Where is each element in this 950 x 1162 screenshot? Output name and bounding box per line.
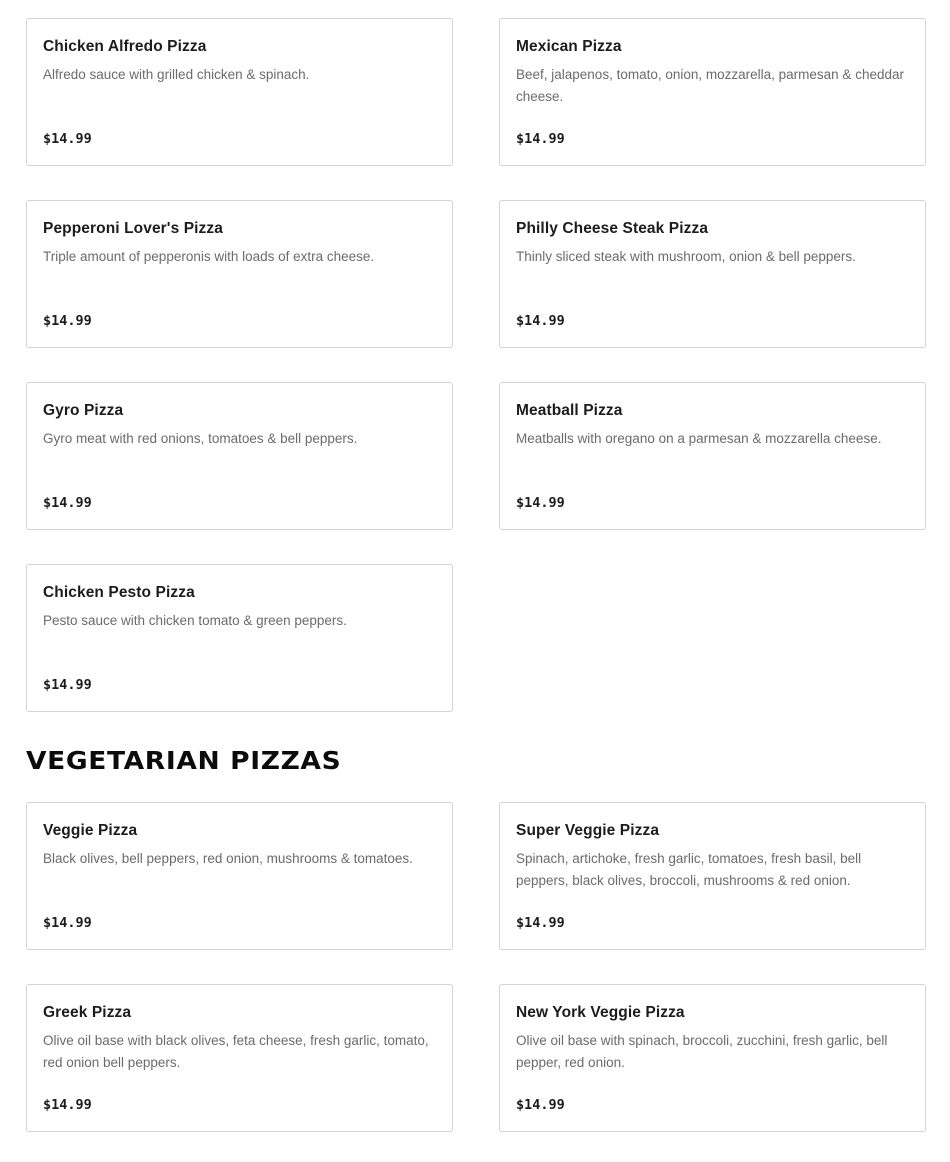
menu-item-price: $14.99 xyxy=(43,131,92,147)
menu-item-card[interactable] xyxy=(499,984,926,1132)
menu-item-card[interactable] xyxy=(499,382,926,530)
menu-item-name: New York Veggie Pizza xyxy=(516,1004,685,1021)
menu-item-price: $14.99 xyxy=(43,313,92,329)
menu-item-name: Super Veggie Pizza xyxy=(516,822,660,839)
menu-item-description: Alfredo sauce with grilled chicken & spinach. xyxy=(43,67,310,82)
menu-item-name: Philly Cheese Steak Pizza xyxy=(516,220,709,237)
menu-item-price: $14.99 xyxy=(516,131,565,147)
menu-item-description: Black olives, bell peppers, red onion, mushrooms & tomatoes. xyxy=(43,851,413,866)
menu-item-name: Mexican Pizza xyxy=(516,38,622,55)
menu-item-card[interactable] xyxy=(26,564,453,712)
menu-item-description: Meatballs with oregano on a parmesan & mozzarella cheese. xyxy=(516,431,882,446)
menu-item-description: Triple amount of pepperonis with loads of extra cheese. xyxy=(43,249,375,264)
menu-item-name: Greek Pizza xyxy=(43,1004,132,1021)
menu-item-price: $14.99 xyxy=(516,915,565,931)
menu-item-card[interactable] xyxy=(26,984,453,1132)
menu-item-card[interactable] xyxy=(26,802,453,950)
menu-item-price: $14.99 xyxy=(43,915,92,931)
menu-item-price: $14.99 xyxy=(43,677,92,693)
menu-item-card[interactable] xyxy=(26,200,453,348)
menu-item-description: Olive oil base with black olives, feta cheese, fresh garlic, tomato, red onion bell peppers. xyxy=(43,1033,429,1070)
menu-item-price: $14.99 xyxy=(516,313,565,329)
menu-item-card[interactable] xyxy=(26,382,453,530)
menu-item-card[interactable] xyxy=(499,802,926,950)
menu-item-description: Pesto sauce with chicken tomato & green peppers. xyxy=(43,613,347,628)
menu-item-description: Thinly sliced steak with mushroom, onion & bell peppers. xyxy=(516,249,856,264)
menu-item-card[interactable] xyxy=(26,18,453,166)
menu-item-description: Olive oil base with spinach, broccoli, zucchini, fresh garlic, bell pepper, red onion. xyxy=(516,1033,888,1070)
menu-item-price: $14.99 xyxy=(516,495,565,511)
menu-item-price: $14.99 xyxy=(516,1097,565,1113)
menu-item-name: Gyro Pizza xyxy=(43,402,124,419)
menu-item-description: Spinach, artichoke, fresh garlic, tomatoes, fresh basil, bell peppers, black olives, broccoli, mushrooms & red onion. xyxy=(516,851,862,888)
menu-item-name: Chicken Pesto Pizza xyxy=(43,584,195,601)
menu-item-price: $14.99 xyxy=(43,495,92,511)
menu-item-price: $14.99 xyxy=(43,1097,92,1113)
section-heading-vegetarian: VEGETARIAN PIZZAS xyxy=(26,746,342,775)
menu-item-card[interactable] xyxy=(499,18,926,166)
menu-item-name: Meatball Pizza xyxy=(516,402,623,419)
menu-item-description: Beef, jalapenos, tomato, onion, mozzarella, parmesan & cheddar cheese. xyxy=(516,67,904,104)
menu-item-name: Veggie Pizza xyxy=(43,822,138,839)
menu-item-card[interactable] xyxy=(499,200,926,348)
menu-item-description: Gyro meat with red onions, tomatoes & bell peppers. xyxy=(43,431,358,446)
menu-item-name: Chicken Alfredo Pizza xyxy=(43,38,207,55)
menu-item-name: Pepperoni Lover's Pizza xyxy=(43,220,223,237)
